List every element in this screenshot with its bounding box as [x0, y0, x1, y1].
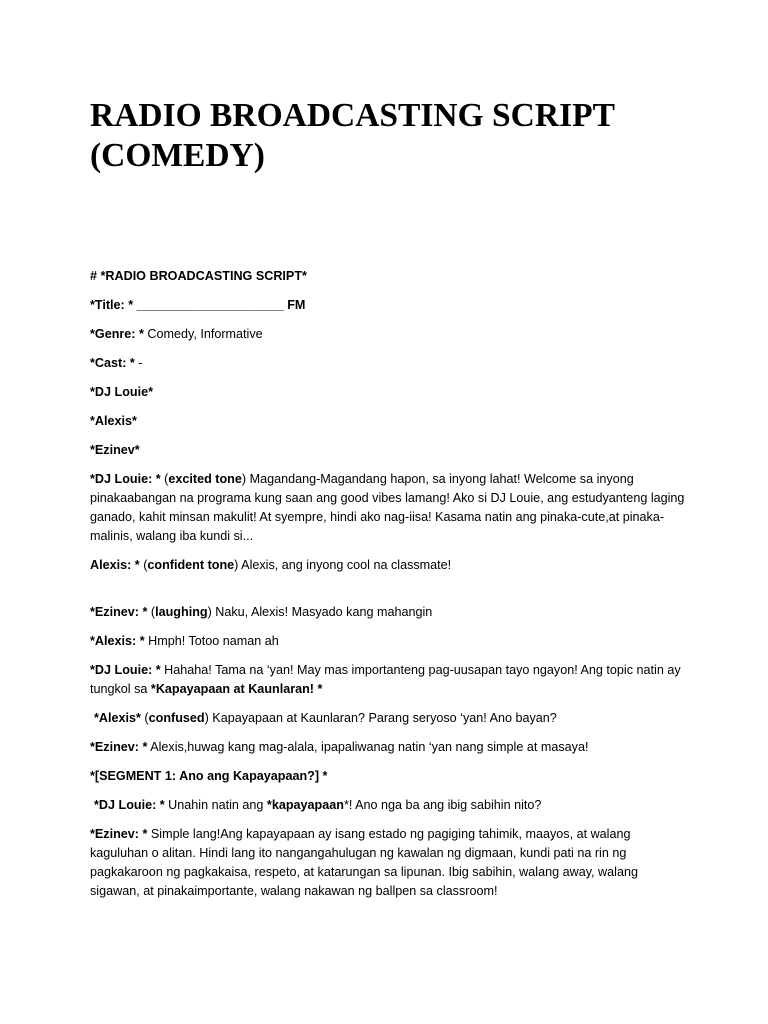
paren-close: ) [207, 605, 212, 619]
speaker: *DJ Louie: * [94, 798, 165, 812]
dialogue-line [90, 709, 690, 728]
paren-open: ( [147, 605, 156, 619]
dialogue-text: Hahaha! Tama na ‘yan! May mas importanteng pag-uusapan tayo ngayon! Ang topic natin ay tungkol sa [90, 663, 681, 696]
dialogue-text: *! Ano nga ba ang ibig sabihin nito? [343, 798, 542, 812]
speaker: *DJ Louie: * [90, 472, 161, 486]
cast-member [90, 383, 690, 402]
dialogue-text: Alexis, ang inyong cool na classmate! [238, 558, 452, 572]
speaker: *Ezinev: * [90, 740, 148, 754]
script-body [90, 267, 690, 911]
title-label: *Title: * [90, 298, 134, 312]
dialogue-text: Kapayapaan at Kaunlaran? Parang seryoso ‘yan! Ano bayan? [208, 711, 557, 725]
tone: confused [148, 711, 205, 725]
dialogue-text: Magandang-Magandang hapon, sa inyong lahat! Welcome sa inyong pinakaabangan na programa kung saan ang good vibes lamang! Ako si DJ Louie, ang estudyanteng laging ganado, kahit minsan makulit! At syempre, hindi ako nag-iisa! Kasama natin ang pinaka-cute,at pinaka-malinis, walang iba kundi si... [90, 472, 685, 543]
script-heading-text: # *RADIO BROADCASTING SCRIPT* [90, 269, 307, 283]
tone: laughing [155, 605, 208, 619]
dialogue-text: Unahin natin ang [164, 798, 267, 812]
segment-heading [90, 767, 690, 786]
paren-open: ( [139, 558, 148, 572]
paren-close: ) [204, 711, 209, 725]
paren-close: ) [234, 558, 239, 572]
dialogue-text: Alexis,huwag kang mag-alala, ipapaliwanag natin ‘yan nang simple at masaya! [147, 740, 589, 754]
dialogue-line [90, 603, 690, 622]
paren-open: ( [140, 711, 149, 725]
document-title [90, 96, 690, 176]
cast-member [90, 441, 690, 460]
speaker: *Alexis: * [90, 634, 145, 648]
cast-member [90, 412, 690, 431]
dialogue-text: Hmph! Totoo naman ah [144, 634, 279, 648]
segment-heading-text: *[SEGMENT 1: Ano ang Kapayapaan?] * [90, 769, 328, 783]
genre-label: *Genre: * [90, 327, 144, 341]
dialogue-line [90, 661, 690, 699]
dialogue-emphasis: *Kapayapaan at Kaunlaran! * [150, 682, 323, 696]
dialogue-line [90, 632, 690, 651]
dialogue-line [90, 556, 690, 575]
genre-line [90, 325, 690, 344]
paren-open: ( [160, 472, 169, 486]
title-line [90, 296, 690, 315]
dialogue-line [90, 470, 690, 546]
dialogue-line [90, 796, 690, 815]
speaker: *Ezinev: * [90, 605, 148, 619]
speaker: Alexis: * [90, 558, 140, 572]
script-heading [90, 267, 690, 286]
tone: excited tone [168, 472, 242, 486]
paren-close: ) [241, 472, 247, 486]
cast-label: *Cast: * [90, 356, 135, 370]
speaker: *DJ Louie: * [90, 663, 161, 677]
cast-member-name: *Alexis* [90, 414, 137, 428]
tone: confident tone [147, 558, 235, 572]
document-header [90, 96, 690, 176]
dialogue-text: Simple lang!Ang kapayapaan ay isang estado ng pagiging tahimik, maayos, at walang kaguluhan o alitan. Hindi lang ito nangangahulugan ng kawalan ng digmaan, kundi pati na rin ng pagkakaroon ng pagkakaisa, respeto, at katarungan sa lipunan. Ibig sabihin, walang away, walang sigawan, at pinakaimportante, walang nakawan ng ballpen sa classroom! [90, 827, 638, 898]
title-value: _____________________ FM [133, 298, 306, 312]
speaker: *Alexis* [94, 711, 141, 725]
document-title-line-2: (COMEDY) [90, 137, 265, 174]
dialogue-line [90, 738, 690, 757]
cast-member-name: *Ezinev* [90, 443, 140, 457]
dialogue-line [90, 825, 690, 901]
cast-line [90, 354, 690, 373]
cast-member-name: *DJ Louie* [90, 385, 153, 399]
genre-value: Comedy, Informative [143, 327, 263, 341]
cast-value: - [134, 356, 143, 370]
dialogue-text: Naku, Alexis! Masyado kang mahangin [211, 605, 433, 619]
speaker: *Ezinev: * [90, 827, 148, 841]
document-title-line-1: RADIO BROADCASTING SCRIPT [90, 97, 615, 134]
dialogue-emphasis: *kapayapaan [266, 798, 344, 812]
